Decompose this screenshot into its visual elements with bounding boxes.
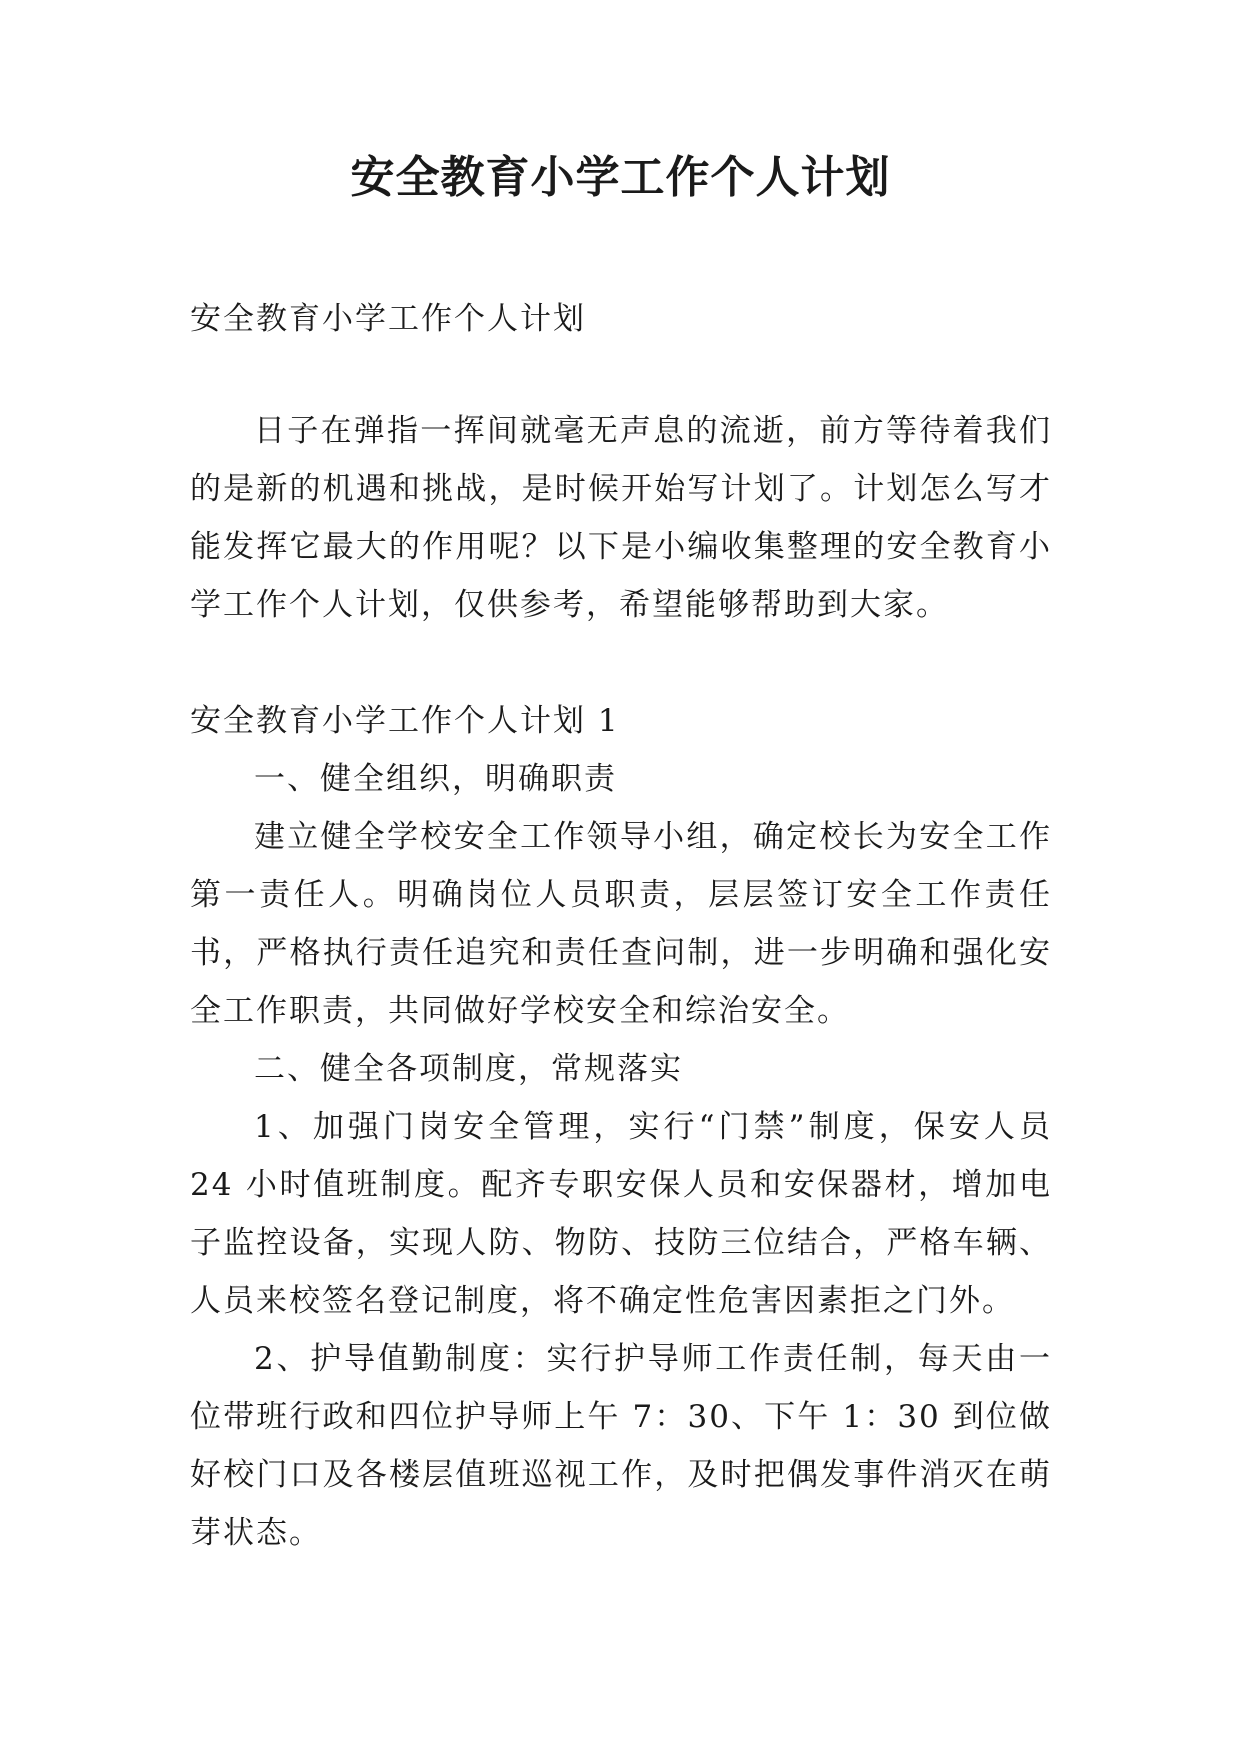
heading-systems: 二、健全各项制度，常规落实: [254, 1051, 683, 1087]
paragraph-organization: 建立健全学校安全工作领导小组，确定校长为安全工作第一责任人。明确岗位人员职责，层层签订安全工作责任书，严格执行责任追究和责任查问制，进一步明确和强化安全工作职责，共同做好学校安全和综治安全。: [190, 819, 1052, 1029]
intro-paragraph: 日子在弹指一挥间就毫无声息的流逝，前方等待着我们的是新的机遇和挑战，是时候开始写计划了。计划怎么写才能发挥它最大的作用呢？以下是小编收集整理的安全教育小学工作个人计划，仅供参考，希望能够帮助到大家。: [190, 413, 1052, 623]
document-subtitle: 安全教育小学工作个人计划: [190, 301, 586, 337]
section-heading: 安全教育小学工作个人计划 1: [190, 703, 620, 739]
paragraph-duty-system: 2、护导值勤制度：实行护导师工作责任制，每天由一位带班行政和四位护导师上午 7：30、下午 1：30 到位做好校门口及各楼层值班巡视工作，及时把偶发事件消灭在萌芽状态。: [190, 1341, 1052, 1551]
document-title: 安全教育小学工作个人计划: [350, 152, 891, 203]
heading-organization: 一、健全组织，明确职责: [254, 761, 617, 797]
paragraph-gate-management: 1、加强门岗安全管理，实行“门禁”制度，保安人员 24 小时值班制度。配齐专职安保人员和安保器材，增加电子监控设备，实现人防、物防、技防三位结合，严格车辆、人员来校签名登记制度，将不确定性危害因素拒之门外。: [190, 1109, 1052, 1319]
